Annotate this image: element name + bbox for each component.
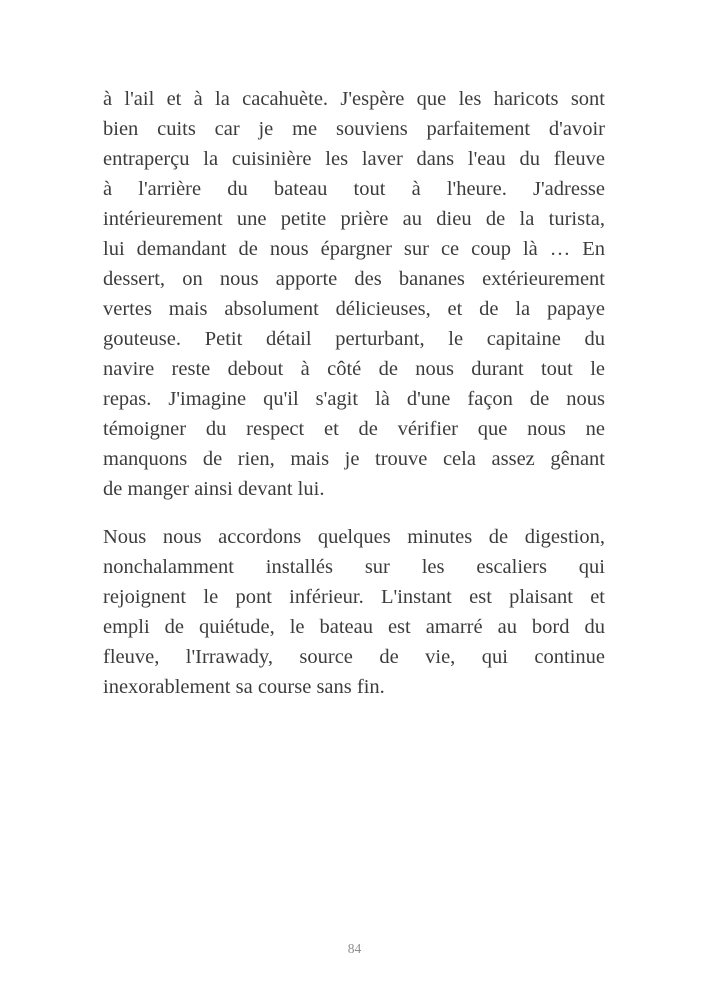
text-line: manquons de rien, mais je trouve cela assez gênant xyxy=(103,448,605,470)
text-line: vertes mais absolument délicieuses, et de la papaye xyxy=(103,298,605,320)
text-line: dessert, on nous apporte des bananes extérieurement xyxy=(103,268,605,290)
paragraph xyxy=(103,522,605,702)
text-line: navire reste debout à côté de nous durant tout le xyxy=(103,358,605,380)
text-line: repas. J'imagine qu'il s'agit là d'une façon de nous xyxy=(103,388,605,410)
text-line: nonchalamment installés sur les escaliers qui xyxy=(103,556,605,578)
text-line: intérieurement une petite prière au dieu de la turista, xyxy=(103,208,605,230)
page-number: 84 xyxy=(347,940,362,956)
paragraph xyxy=(103,84,605,504)
text-line: à l'arrière du bateau tout à l'heure. J'adresse xyxy=(103,178,605,200)
text-line: fleuve, l'Irrawady, source de vie, qui continue xyxy=(103,646,605,668)
text-line: entraperçu la cuisinière les laver dans l'eau du fleuve xyxy=(103,148,605,170)
text-line: de manger ainsi devant lui. xyxy=(103,478,325,500)
text-line: à l'ail et à la cacahuète. J'espère que les haricots sont xyxy=(103,88,605,110)
text-line: inexorablement sa course sans fin. xyxy=(103,676,385,698)
text-line: gouteuse. Petit détail perturbant, le capitaine du xyxy=(103,328,605,350)
text-line: rejoignent le pont inférieur. L'instant est plaisant et xyxy=(103,586,605,608)
text-line: empli de quiétude, le bateau est amarré au bord du xyxy=(103,616,605,638)
text-line: Nous nous accordons quelques minutes de digestion, xyxy=(103,526,605,548)
text-block xyxy=(103,84,605,720)
text-line: lui demandant de nous épargner sur ce coup là … En xyxy=(103,238,605,260)
text-line: témoigner du respect et de vérifier que nous ne xyxy=(103,418,605,440)
text-line: bien cuits car je me souviens parfaitement d'avoir xyxy=(103,118,605,140)
